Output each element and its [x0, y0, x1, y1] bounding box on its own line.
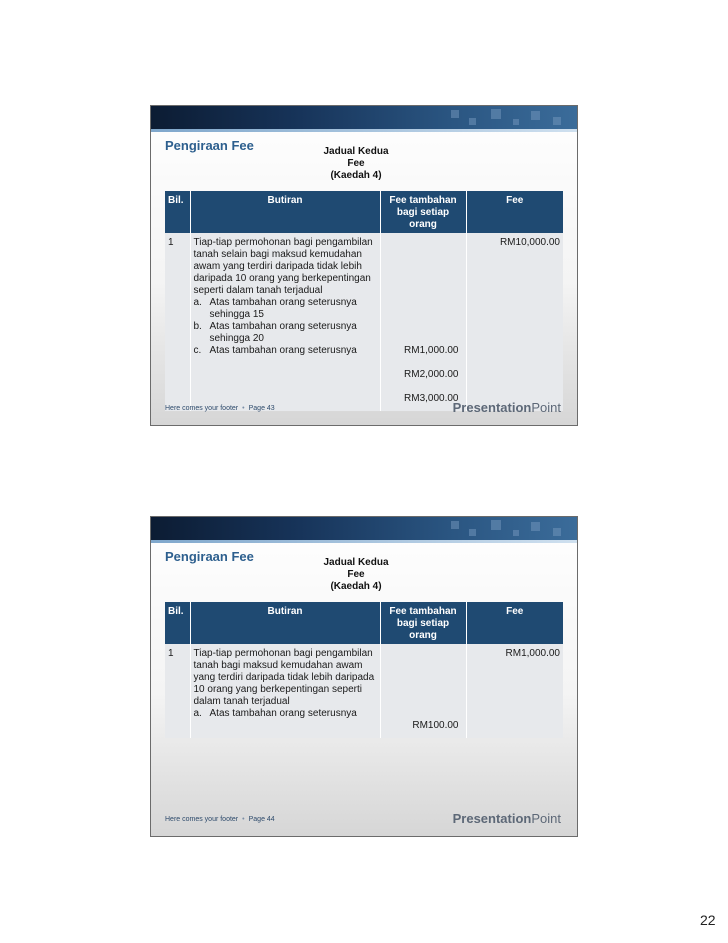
sub-item: b. Atas tambahan orang seterusnya sehingga 20: [193, 321, 357, 344]
slide-footer: [165, 405, 275, 412]
column-header-bil: Bil.: [165, 602, 190, 644]
slide-title: Pengiraan Fee: [165, 138, 254, 153]
fee-table: [165, 602, 563, 738]
table-row: [165, 644, 563, 738]
subtitle-line: (Kaedah 4): [330, 170, 382, 181]
sub-item: c. Atas tambahan orang seterusnya: [193, 345, 357, 356]
slide-header-stripe: [151, 540, 577, 543]
subtitle-line: (Kaedah 4): [330, 581, 382, 592]
footer-page: Page 44: [248, 816, 275, 823]
bullet-icon: •: [242, 816, 245, 823]
slide-header-banner: [151, 517, 577, 540]
slide-header-stripe: [151, 129, 577, 132]
column-header-fee-tambahan: Fee tambahan bagi setiap orang: [380, 602, 466, 644]
subtitle-line: Jadual Kedua: [323, 146, 389, 157]
subtitle-line: Jadual Kedua: [323, 557, 389, 568]
sub-item-list: [194, 708, 377, 720]
subtitle-line: Fee: [347, 158, 365, 169]
column-header-fee-tambahan: Fee tambahan bagi setiap orang: [380, 191, 466, 233]
table-row: [165, 233, 563, 411]
footer-text: Here comes your footer: [165, 405, 239, 412]
sub-item-fee: RM100.00: [412, 720, 459, 731]
sub-item-fee: RM3,000.00: [404, 393, 459, 404]
page-number: 22: [700, 912, 716, 928]
footer-text: Here comes your footer: [165, 816, 239, 823]
sub-item-fee: RM1,000.00: [404, 345, 459, 356]
sub-item: a. Atas tambahan orang seterusnya: [193, 708, 357, 719]
slide-page-44: [150, 516, 578, 837]
presentationpoint-logo: PresentationPoint: [452, 811, 561, 826]
slide-page-43: [150, 105, 578, 426]
slide-subtitle: [306, 146, 406, 182]
column-header-butiran: Butiran: [190, 602, 380, 644]
cell-fee: RM10,000.00: [466, 233, 563, 411]
bullet-icon: •: [242, 405, 245, 412]
slide-title: Pengiraan Fee: [165, 549, 254, 564]
column-header-butiran: Butiran: [190, 191, 380, 233]
sub-item-list: [194, 297, 377, 357]
cell-butiran: [190, 644, 380, 738]
table-header-row: [165, 602, 563, 644]
slide-subtitle: [306, 557, 406, 593]
cell-bil: 1: [165, 644, 190, 738]
table-header-row: [165, 191, 563, 233]
cell-butiran: [190, 233, 380, 411]
description-text: Tiap-tiap permohonan bagi pengambilan tanah bagi maksud kemudahan awam yang terdiri daripada tidak lebih daripada 10 orang yang berkepentingan seperti dalam tanah terjadual: [193, 648, 375, 707]
fee-table: [165, 191, 563, 411]
cell-fee: RM1,000.00: [466, 644, 563, 738]
column-header-fee: Fee: [466, 191, 563, 233]
cell-bil: 1: [165, 233, 190, 411]
sub-item: a. Atas tambahan orang seterusnya sehingga 15: [193, 297, 357, 320]
column-header-bil: Bil.: [165, 191, 190, 233]
sub-item-fee: RM2,000.00: [404, 369, 459, 380]
footer-page: Page 43: [248, 405, 275, 412]
cell-fee-tambahan: [380, 233, 466, 411]
slide-footer: [165, 816, 275, 823]
column-header-fee: Fee: [466, 602, 563, 644]
slide-header-banner: [151, 106, 577, 129]
presentationpoint-logo: PresentationPoint: [452, 400, 561, 415]
description-text: Tiap-tiap permohonan bagi pengambilan tanah selain bagi maksud kemudahan awam yang terdiri daripada tidak lebih daripada 10 orang yang berkepentingan seperti dalam tanah terjadual: [193, 237, 373, 296]
subtitle-line: Fee: [347, 569, 365, 580]
cell-fee-tambahan: [380, 644, 466, 738]
